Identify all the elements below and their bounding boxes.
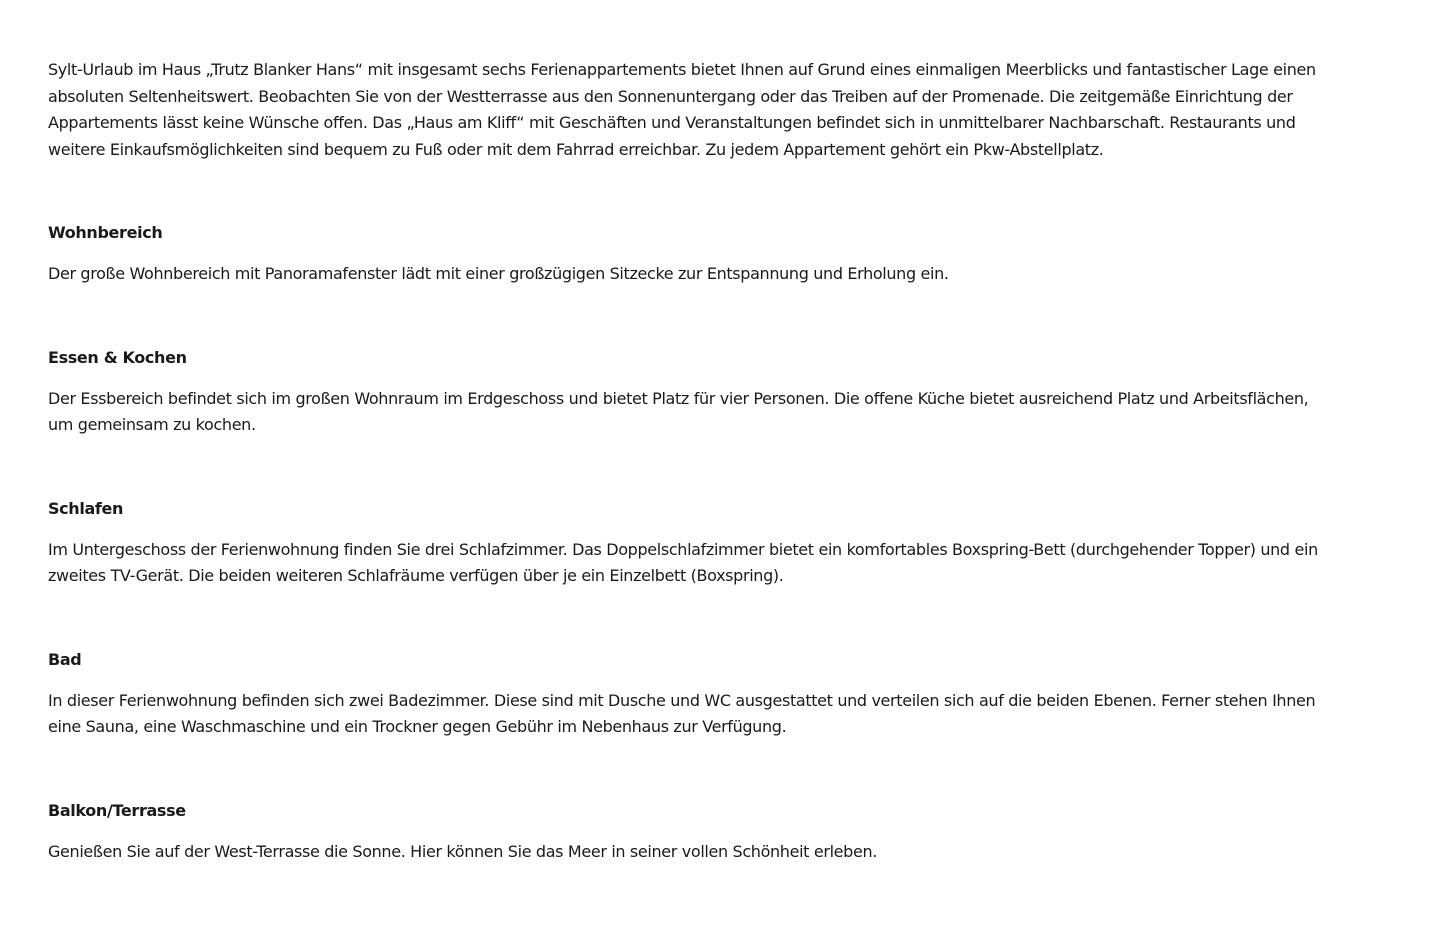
section-schlafen	[48, 496, 1440, 590]
section-title-balkon-terrasse: Balkon/Terrasse	[48, 800, 186, 820]
section-balkon-terrasse	[48, 798, 1440, 866]
section-text-schlafen: Im Untergeschoss der Ferienwohnung finden Sie drei Schlafzimmer. Das Doppelschlafzimmer bietet ein komfortables Boxspring-Bett (durchgehender Topper) und ein zweites TV-Gerät. Die beiden weiteren Schlafräume verfügen über je ein Einzelbett (Boxspring).	[48, 539, 1318, 585]
section-essen-kochen	[48, 345, 1440, 439]
section-title-essen-kochen: Essen & Kochen	[48, 347, 187, 367]
section-title-bad: Bad	[48, 649, 82, 669]
section-bad	[48, 647, 1440, 741]
section-text-balkon-terrasse: Genießen Sie auf der West-Terrasse die Sonne. Hier können Sie das Meer in seiner vollen Schönheit erleben.	[48, 841, 877, 861]
intro-paragraph: Sylt-Urlaub im Haus „Trutz Blanker Hans“ mit insgesamt sechs Ferienappartements bietet Ihnen auf Grund eines einmaligen Meerblicks und fantastischer Lage einen absoluten Seltenheitswert. Beobachten Sie von der Westterrasse aus den Sonnenuntergang oder das Treiben auf der Promenade. Die zeitgemäße Einrichtung der Appartements lässt keine Wünsche offen. Das „Haus am Kliff“ mit Geschäften und Veranstaltungen befindet sich in unmittelbarer Nachbarschaft. Restaurants und weitere Einkaufsmöglichkeiten sind bequem zu Fuß oder mit dem Fahrrad erreichbar. Zu jedem Appartement gehört ein Pkw-Abstellplatz.	[48, 60, 1316, 159]
section-wohnbereich	[48, 220, 1440, 288]
section-title-schlafen: Schlafen	[48, 498, 124, 518]
section-title-wohnbereich: Wohnbereich	[48, 223, 163, 242]
section-text-essen-kochen: Der Essbereich befindet sich im großen Wohnraum im Erdgeschoss und bietet Platz für vier Personen. Die offene Küche bietet ausreichend Platz und Arbeitsflächen, um gemeinsam zu kochen.	[48, 388, 1309, 434]
section-text-bad: In dieser Ferienwohnung befinden sich zwei Badezimmer. Diese sind mit Dusche und WC ausgestattet und verteilen sich auf die beiden Ebenen. Ferner stehen Ihnen eine Sauna, eine Waschmaschine und ein Trockner gegen Gebühr im Nebenhaus zur Verfügung.	[48, 690, 1316, 736]
section-text-wohnbereich: Der große Wohnbereich mit Panoramafenster lädt mit einer großzügigen Sitzecke zur Entspannung und Erholung ein.	[48, 264, 949, 283]
